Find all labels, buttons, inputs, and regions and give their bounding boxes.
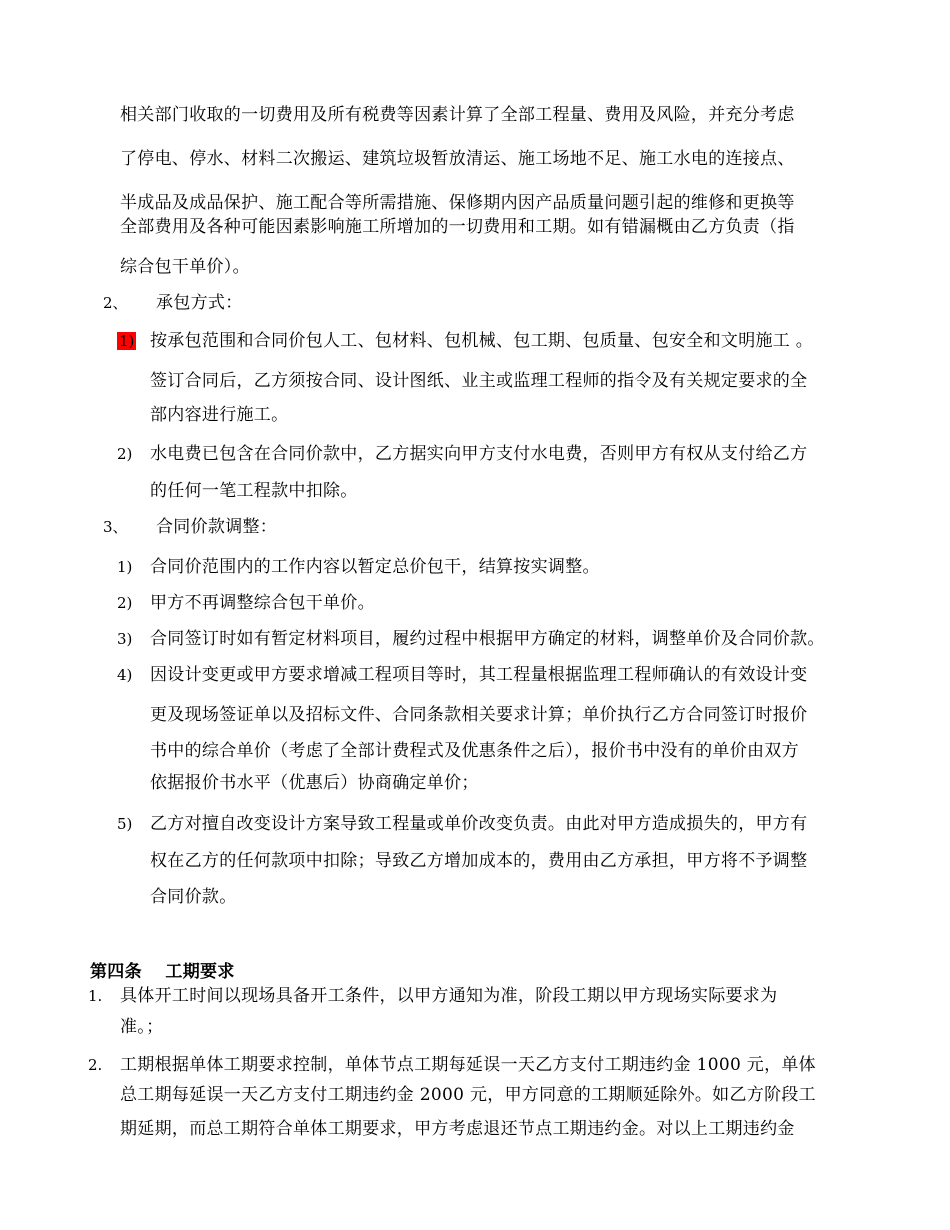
- section3-number: 3、: [103, 518, 128, 536]
- section3-item5-line3: 合同价款。: [150, 887, 237, 907]
- section2-item1-marker: [117, 330, 136, 352]
- section2-title: 承包方式：: [156, 293, 243, 313]
- section2-item2-line2: 的任何一笔工程款中扣除。: [150, 481, 358, 501]
- section3-item1-line1: 合同价范围内的工作内容以暂定总价包干，结算按实调整。: [150, 557, 600, 577]
- intro-line-3: 半成品及成品保护、施工配合等所需措施、保修期内因产品质量问题引起的维修和更换等: [120, 193, 795, 213]
- intro-line-2: 了停电、停水、材料二次搬运、建筑垃圾暂放清运、施工场地不足、施工水电的连接点、: [120, 149, 795, 169]
- section3-item4-line2: 更及现场签证单以及招标文件、合同条款相关要求计算；单价执行乙方合同签订时报价: [150, 705, 808, 725]
- intro-line-4: 全部费用及各种可能因素影响施工所增加的一切费用和工期。如有错漏概由乙方负责（指: [120, 217, 795, 237]
- section3-item4-line1: 因设计变更或甲方要求增减工程项目等时，其工程量根据监理工程师确认的有效设计变: [150, 665, 808, 685]
- section2-item1-line2: 签订合同后，乙方须按合同、设计图纸、业主或监理工程师的指令及有关规定要求的全: [150, 371, 808, 391]
- article4-item1-line2: 准。；: [120, 1017, 164, 1037]
- article4-item2-line1: 工期根据单体工期要求控制，单体节点工期每延误一天乙方支付工期违约金 1000 元，单体: [120, 1055, 816, 1075]
- section2-number: 2、: [103, 294, 128, 312]
- section3-item1-marker: 1): [117, 558, 133, 576]
- section3-item4-line3: 书中的综合单价（考虑了全部计费程式及优惠条件之后），报价书中没有的单价由双方: [150, 741, 799, 761]
- section3-item2-marker: 2): [117, 594, 133, 612]
- section3-item5-line2: 权在乙方的任何款项中扣除；导致乙方增加成本的，费用由乙方承担，甲方将不予调整: [150, 851, 808, 871]
- section2-item2-marker: 2): [117, 445, 133, 463]
- section3-item4-line4: 依据报价书水平（优惠后）协商确定单价；: [150, 773, 479, 793]
- section3-title: 合同价款调整：: [156, 517, 278, 537]
- section3-item3-line1: 合同签订时如有暂定材料项目，履约过程中根据甲方确定的材料，调整单价及合同价款。: [150, 629, 825, 649]
- article4-item2-line2: 总工期每延误一天乙方支付工期违约金 2000 元，甲方同意的工期顺延除外。如乙方阶段工: [120, 1085, 816, 1105]
- article4-item2-marker: 2.: [88, 1056, 103, 1074]
- article4-item2-line3: 期延期，而总工期符合单体工期要求，甲方考虑退还节点工期违约金。对以上工期违约金: [120, 1119, 795, 1139]
- section3-item2-line1: 甲方不再调整综合包干单价。: [150, 593, 375, 613]
- section2-item1-line1: 按承包范围和合同价包人工、包材料、包机械、包工期、包质量、包安全和文明施工 。: [150, 331, 814, 351]
- section3-item5-marker: 5): [117, 815, 133, 833]
- article4-item1-line1: 具体开工时间以现场具备开工条件，以甲方通知为准，阶段工期以甲方现场实际要求为: [120, 986, 778, 1006]
- highlight-marker: 1): [119, 332, 135, 350]
- article4-item1-marker: 1.: [88, 987, 103, 1005]
- section3-item3-marker: 3): [117, 630, 133, 648]
- article4-heading: 第四条 工期要求: [90, 962, 235, 982]
- section3-item5-line1: 乙方对擅自改变设计方案导致工程量或单价改变负责。由此对甲方造成损失的，甲方有: [150, 814, 808, 834]
- section2-item2-line1: 水电费已包含在合同价款中，乙方据实向甲方支付水电费，否则甲方有权从支付给乙方: [150, 444, 808, 464]
- section3-item4-marker: 4): [117, 666, 133, 684]
- intro-line-1: 相关部门收取的一切费用及所有税费等因素计算了全部工程量、费用及风险，并充分考虑: [120, 105, 795, 125]
- intro-line-5: 综合包干单价）。: [120, 257, 250, 277]
- section2-item1-line3: 部内容进行施工。: [150, 405, 289, 425]
